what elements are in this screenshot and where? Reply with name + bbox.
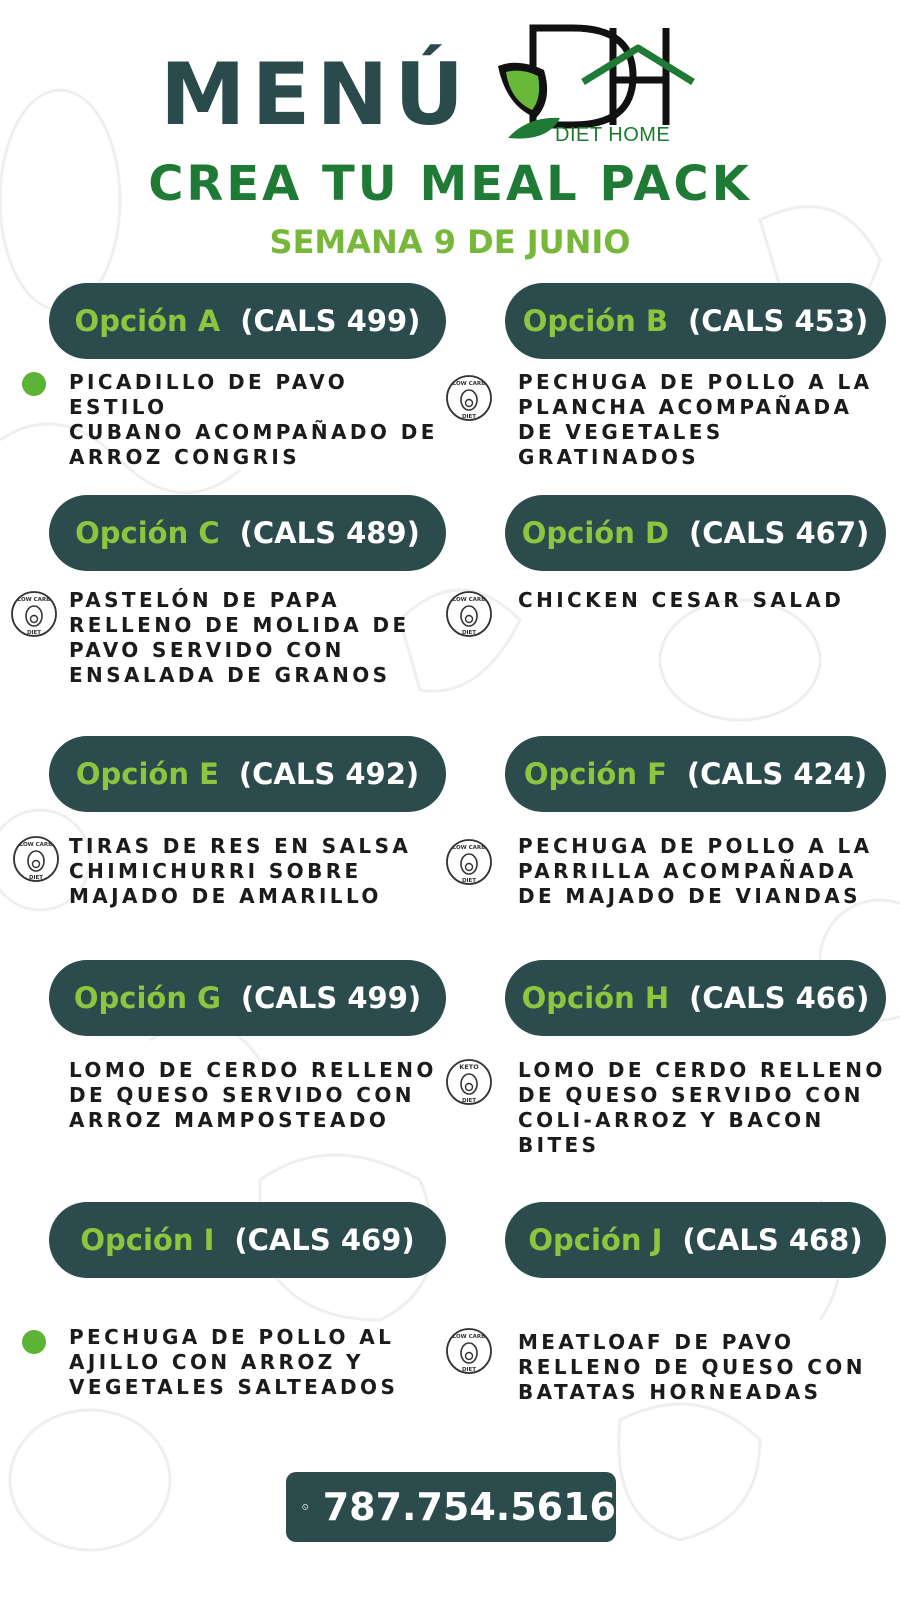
description-line: DE QUESO SERVIDO CON (69, 1083, 415, 1107)
description-line: VEGETALES SALTEADOS (69, 1375, 399, 1399)
option-j-description (518, 1330, 888, 1405)
description-line: ARROZ CONGRIS (69, 445, 301, 469)
calories-label: (CALS 499) (240, 304, 421, 338)
low-carb-diet-badge-icon (445, 838, 493, 886)
option-i-description (69, 1325, 449, 1400)
option-h-description (518, 1058, 888, 1158)
low-carb-diet-badge-icon (445, 374, 493, 422)
option-i-pill (49, 1202, 446, 1278)
contact-phone-button[interactable] (286, 1472, 616, 1542)
option-b-pill (505, 283, 886, 359)
option-f-description (518, 834, 888, 909)
description-line: GRATINADOS (518, 445, 700, 469)
low-carb-diet-badge-icon (10, 590, 58, 638)
description-line: CHIMICHURRI SOBRE (69, 859, 362, 883)
option-label: Opción I (80, 1223, 215, 1257)
menu-title: MENÚ (160, 45, 471, 145)
badge-label: DIET (26, 630, 42, 636)
badge-label: DIET (461, 630, 477, 636)
calories-label: (CALS 466) (689, 981, 870, 1015)
calories-label: (CALS 489) (239, 516, 420, 550)
badge-label: DIET (461, 1367, 477, 1373)
description-line: ARROZ MAMPOSTEADO (69, 1108, 390, 1132)
option-g-pill (49, 960, 446, 1036)
description-line: PECHUGA DE POLLO A LA (518, 370, 873, 394)
calories-label: (CALS 499) (240, 981, 422, 1015)
option-label: Opción A (74, 304, 221, 338)
description-line: CUBANO ACOMPAÑADO DE (69, 420, 438, 444)
option-f-pill (505, 736, 886, 812)
calories-label: (CALS 492) (238, 757, 420, 791)
description-line: MEATLOAF DE PAVO (518, 1330, 795, 1354)
low-carb-diet-badge-icon (445, 590, 493, 638)
description-line: RELLENO DE QUESO CON (518, 1355, 866, 1379)
calories-label: (CALS 424) (686, 757, 868, 791)
option-e-description (69, 834, 449, 909)
description-line: PECHUGA DE POLLO AL (69, 1325, 395, 1349)
description-line: PICADILLO DE PAVO ESTILO (69, 370, 349, 419)
description-line: DE VEGETALES (518, 420, 724, 444)
whatsapp-icon (302, 1482, 309, 1532)
badge-label: LOW CARB (452, 381, 486, 387)
option-h-pill (505, 960, 886, 1036)
badge-label: LOW CARB (452, 1334, 486, 1340)
option-c-description (69, 588, 449, 688)
description-line: BATATAS HORNEADAS (518, 1380, 822, 1404)
badge-label: LOW CARB (17, 597, 51, 603)
description-line: COLI-ARROZ Y BACON (518, 1108, 825, 1132)
option-label: Opción F (523, 757, 667, 791)
green-dot-icon (22, 1330, 46, 1354)
option-label: Opción D (521, 516, 670, 550)
description-line: RELLENO DE MOLIDA DE (69, 613, 410, 637)
option-a-description (69, 370, 449, 470)
description-line: PASTELÓN DE PAPA (69, 588, 340, 612)
description-line: PLANCHA ACOMPAÑADA (518, 395, 853, 419)
green-dot-icon (22, 372, 46, 396)
option-e-pill (49, 736, 446, 812)
badge-label: DIET (461, 414, 477, 420)
description-line: DE QUESO SERVIDO CON (518, 1083, 864, 1107)
description-line: PARRILLA ACOMPAÑADA (518, 859, 857, 883)
option-label: Opción E (75, 757, 219, 791)
week-label: SEMANA 9 DE JUNIO (269, 223, 631, 261)
option-a-pill (49, 283, 446, 359)
low-carb-diet-badge-icon (445, 1327, 493, 1375)
option-d-pill (505, 495, 886, 571)
description-line: BITES (518, 1133, 600, 1157)
option-j-pill (505, 1202, 886, 1278)
option-label: Opción G (73, 981, 221, 1015)
option-label: Opción C (75, 516, 220, 550)
option-b-description (518, 370, 888, 470)
description-line: TIRAS DE RES EN SALSA (69, 834, 412, 858)
badge-label: LOW CARB (452, 845, 486, 851)
description-line: DE MAJADO DE VIANDAS (518, 884, 861, 908)
description-line: AJILLO CON ARROZ Y (69, 1350, 364, 1374)
badge-label: DIET (28, 875, 44, 881)
description-line: PAVO SERVIDO CON (69, 638, 345, 662)
description-line: LOMO DE CERDO RELLENO (69, 1058, 437, 1082)
description-line: CHICKEN CESAR SALAD (518, 588, 845, 612)
option-label: Opción J (528, 1223, 663, 1257)
description-line: PECHUGA DE POLLO A LA (518, 834, 873, 858)
calories-label: (CALS 453) (688, 304, 869, 338)
option-label: Opción H (521, 981, 670, 1015)
calories-label: (CALS 469) (234, 1223, 415, 1257)
badge-label: KETO (459, 1063, 479, 1071)
badge-label: DIET (461, 1098, 477, 1104)
option-g-description (69, 1058, 449, 1133)
option-d-description (518, 588, 888, 613)
option-c-pill (49, 495, 446, 571)
calories-label: (CALS 468) (682, 1223, 863, 1257)
header (0, 0, 900, 280)
badge-label: LOW CARB (19, 842, 53, 848)
phone-number: 787.754.5616 (322, 1485, 616, 1529)
low-carb-diet-badge-icon (12, 835, 60, 883)
keto-diet-badge-icon (445, 1058, 493, 1106)
badge-label: DIET (461, 878, 477, 884)
badge-label: LOW CARB (452, 597, 486, 603)
calories-label: (CALS 467) (689, 516, 870, 550)
brand-name: DIET HOME (555, 124, 671, 146)
description-line: MAJADO DE AMARILLO (69, 884, 382, 908)
description-line: ENSALADA DE GRANOS (69, 663, 391, 687)
option-label: Opción B (522, 304, 669, 338)
subtitle: CREA TU MEAL PACK (148, 156, 752, 212)
description-line: LOMO DE CERDO RELLENO (518, 1058, 886, 1082)
